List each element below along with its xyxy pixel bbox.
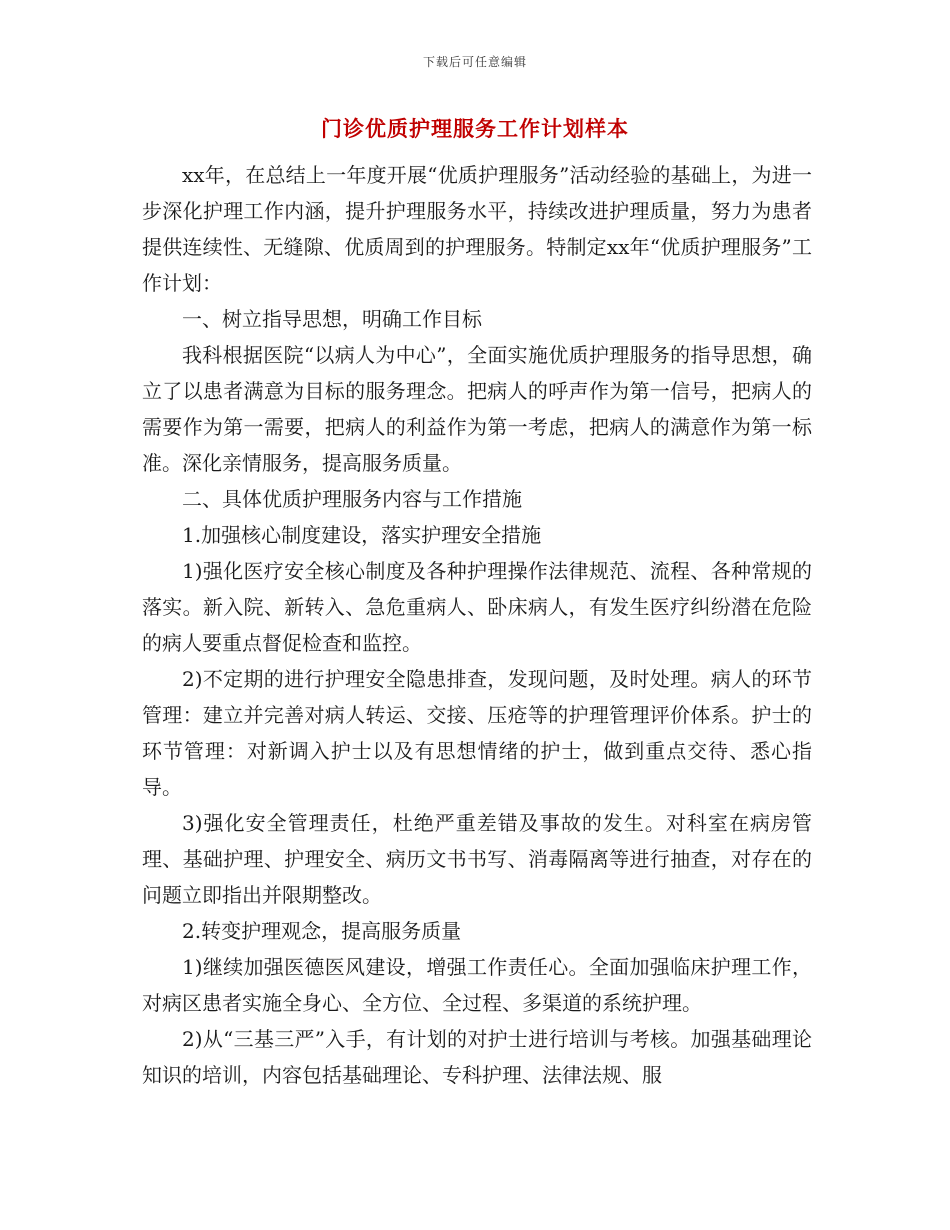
paragraph-item-2-1: 1)继续加强医德医风建设，增强工作责任心。全面加强临床护理工作，对病区患者实施全身心、全方位、全过程、多渠道的系统护理。 <box>142 955 812 1015</box>
subsection-heading-2-1: 1.加强核心制度建设，落实护理安全措施 <box>182 523 542 547</box>
section-heading-1: 一、树立指导思想，明确工作目标 <box>182 307 482 331</box>
paragraph-item-1: 1)强化医疗安全核心制度及各种护理操作法律规范、流程、各种常规的落实。新入院、新转入、急危重病人、卧床病人，有发生医疗纠纷潜在危险的病人要重点督促检查和监控。 <box>142 559 812 655</box>
paragraph-item-3: 3)强化安全管理责任，杜绝严重差错及事故的发生。对科室在病房管理、基础护理、护理安全、病历文书书写、消毒隔离等进行抽查，对存在的问题立即指出并限期整改。 <box>142 811 812 907</box>
section-heading-2: 二、具体优质护理服务内容与工作措施 <box>182 487 522 511</box>
header-note: 下载后可任意编辑 <box>422 55 527 69</box>
document-title: 门诊优质护理服务工作计划样本 <box>321 117 629 141</box>
document-body <box>142 157 812 1093</box>
paragraph-intro: xx年，在总结上一年度开展“优质护理服务”活动经验的基础上，为进一步深化护理工作内涵，提升护理服务水平，持续改进护理质量，努力为患者提供连续性、无缝隙、优质周到的护理服务。特制定xx年“优质护理服务”工作计划： <box>142 163 812 295</box>
paragraph-item-2-2: 2)从“三基三严”入手，有计划的对护士进行培训与考核。加强基础理论知识的培训，内容包括基础理论、专科护理、法律法规、服 <box>142 1027 812 1087</box>
subsection-heading-2-2: 2.转变护理观念，提高服务质量 <box>182 919 462 943</box>
paragraph-section-1: 我科根据医院“以病人为中心”，全面实施优质护理服务的指导思想，确立了以患者满意为目标的服务理念。把病人的呼声作为第一信号，把病人的需要作为第一需要，把病人的利益作为第一考虑，把病人的满意作为第一标准。深化亲情服务，提高服务质量。 <box>142 343 812 475</box>
paragraph-item-2: 2)不定期的进行护理安全隐患排查，发现问题，及时处理。病人的环节管理：建立并完善对病人转运、交接、压疮等的护理管理评价体系。护士的环节管理：对新调入护士以及有思想情绪的护士，做到重点交待、悉心指导。 <box>142 667 812 799</box>
